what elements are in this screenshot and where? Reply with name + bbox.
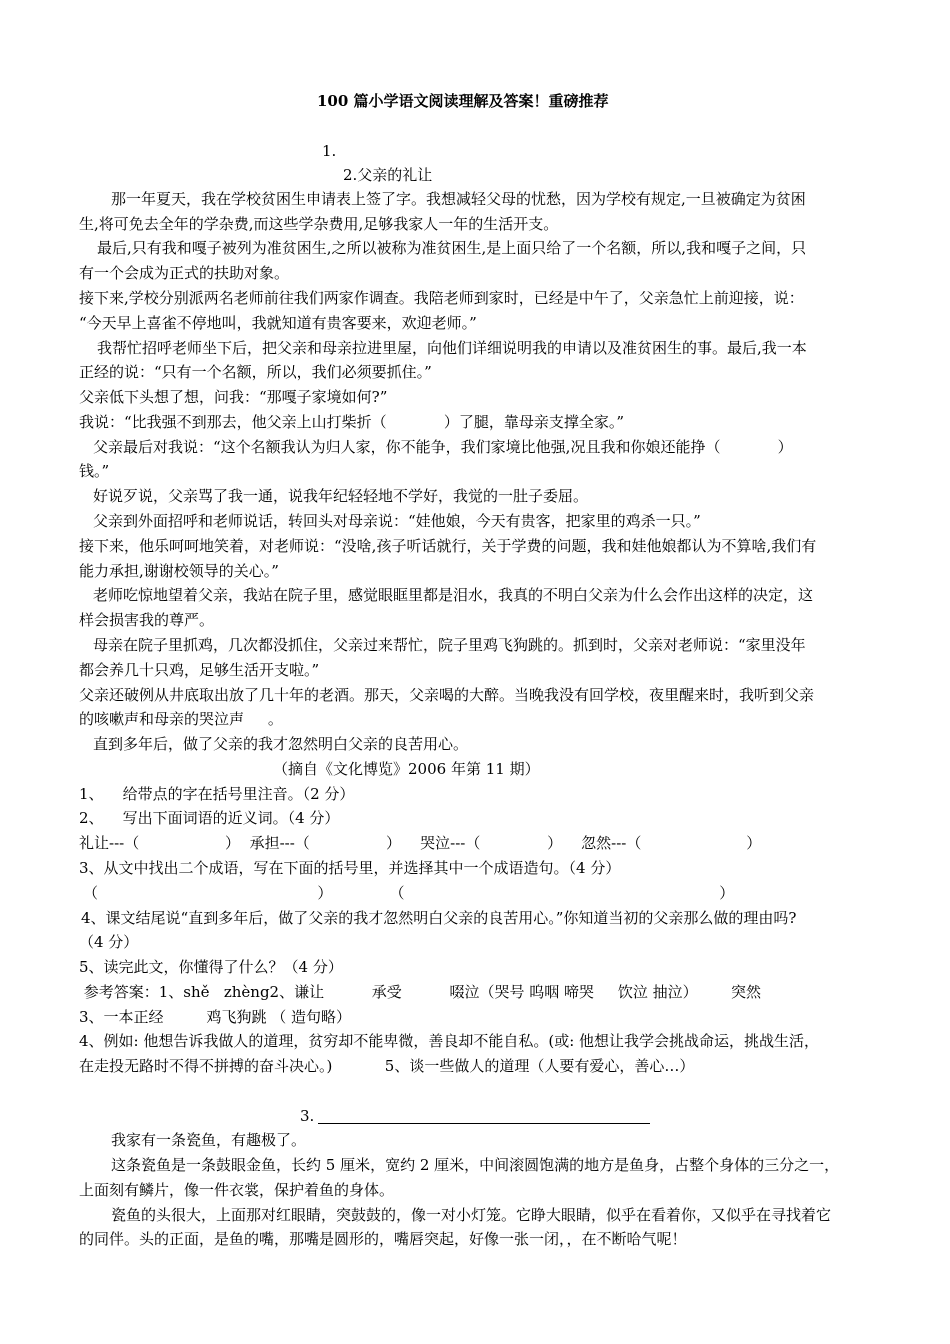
paragraph-line: 生,将可免去全年的学杂费,而这些学杂费用,足够我家人一年的生活开支。 — [79, 215, 559, 233]
paragraph-line: 父亲到外面招呼和老师说话，转回头对母亲说：“娃他娘，今天有贵客，把家里的鸡杀一只。” — [93, 512, 701, 530]
answer-line: 参考答案：1、shě zhèng2、谦让 承受 啜泣（哭号 呜咽 啼哭 饮泣 抽泣） 突然 — [79, 983, 761, 1001]
paragraph-line: 母亲在院子里抓鸡，几次都没抓住，父亲过来帮忙，院子里鸡飞狗跳的。抓到时，父亲对老师说：“家里没年 — [93, 636, 806, 654]
question-line: （ ） （ ） — [83, 884, 735, 902]
question-line: 4、课文结尾说“直到多年后，做了父亲的我才忽然明白父亲的良苦用心。”你知道当初的父亲那么做的理由吗? — [81, 909, 797, 927]
paragraph-line: 都会养几十只鸡，足够生活开支啦。” — [79, 661, 320, 679]
paragraph-line: 能力承担,谢谢校领导的关心。” — [79, 562, 279, 580]
paragraph-line: 最后,只有我和嘎子被列为准贫困生,之所以被称为准贫困生,是上面只给了一个名额，所以,我和嘎子之间，只 — [97, 239, 807, 257]
paragraph-line: 上面刻有鳞片，像一件衣裳，保护着鱼的身体。 — [79, 1181, 395, 1199]
question-line: 1、 给带点的字在括号里注音。（2 分） — [79, 785, 355, 803]
document-title: 100 篇小学语文阅读理解及答案！重磅推荐 — [317, 92, 609, 110]
answer-line: 4、例如: 他想告诉我做人的道理，贫穷却不能卑微，善良却不能自私。(或: 他想让我学会挑战命运，挑战生活， — [79, 1032, 820, 1050]
question-line: 5、读完此文，你懂得了什么？（4 分） — [79, 958, 343, 976]
paragraph-line: 的同伴。头的正面，是鱼的嘴，那嘴是圆形的，嘴唇突起，好像一张一闭，，在不断哈气呢！ — [79, 1230, 687, 1248]
paragraph-line: 老师吃惊地望着父亲，我站在院子里，感觉眼眶里都是泪水，我真的不明白父亲为什么会作出这样的决定，这 — [93, 586, 814, 604]
paragraph-line: 的咳嗽声和母亲的哭泣声 。 — [79, 710, 283, 728]
paragraph-line: 父亲低下头想了想，问我：“那嘎子家境如何?” — [79, 388, 388, 406]
paragraph-line: 接下来，他乐呵呵地笑着，对老师说：“没啥,孩子听话就行，关于学费的问题，我和娃他娘都认为不算啥,我们有 — [79, 537, 817, 555]
paragraph-line: 我帮忙招呼老师坐下后，把父亲和母亲拉进里屋，向他们详细说明我的申请以及准贫困生的事。最后,我一本 — [97, 339, 807, 357]
section-3-title-rule — [318, 1123, 650, 1124]
paragraph-line: 好说歹说，父亲骂了我一通，说我年纪轻轻地不学好，我觉的一肚子委屈。 — [93, 487, 589, 505]
question-line: （4 分） — [79, 933, 139, 951]
section-3-number: 3. — [300, 1107, 315, 1125]
paragraph-line: 父亲还破例从井底取出放了几十年的老酒。那天，父亲喝的大醉。当晚我没有回学校，夜里醒来时，我听到父亲 — [79, 686, 815, 704]
paragraph-line: “今天早上喜雀不停地叫，我就知道有贵客要来，欢迎老师。” — [79, 314, 477, 332]
paragraph-line: 样会损害我的尊严。 — [79, 611, 215, 629]
question-line: 礼让---（ ） 承担---（ ） 哭泣---（ ） 忽然---（ ） — [79, 834, 762, 852]
paragraph-line: 那一年夏天，我在学校贫困生申请表上签了字。我想减轻父母的忧愁，因为学校有规定,一旦被确定为贫困 — [111, 190, 806, 208]
source-citation: （摘自《文化博览》2006 年第 11 期） — [273, 760, 540, 778]
paragraph-line: 我说：“比我强不到那去，他父亲上山打柴折（ ）了腿，靠母亲支撑全家。” — [79, 413, 625, 431]
paragraph-line: 接下来,学校分别派两名老师前往我们两家作调查。我陪老师到家时，已经是中午了，父亲急忙上前迎接，说： — [79, 289, 804, 307]
paragraph-line: 我家有一条瓷鱼，有趣极了。 — [111, 1131, 307, 1149]
question-line: 3、从文中找出二个成语，写在下面的括号里，并选择其中一个成语造句。（4 分） — [79, 859, 621, 877]
section-1-number: 1. — [322, 142, 337, 160]
paragraph-line: 正经的说：“只有一个名额，所以，我们必须要抓住。” — [79, 363, 432, 381]
paragraph-line: 瓷鱼的头很大，上面那对红眼睛，突鼓鼓的，像一对小灯笼。它睁大眼睛，似乎在看着你，又似乎在寻找着它 — [111, 1206, 832, 1224]
answer-line: 在走投无路时不得不拼搏的奋斗决心。) 5、谈一些做人的道理（人要有爱心，善心…） — [79, 1057, 695, 1075]
section-2-title: 2.父亲的礼让 — [343, 166, 433, 184]
answer-line: 3、一本正经 鸡飞狗跳 （ 造句略） — [79, 1008, 351, 1026]
question-line: 2、 写出下面词语的近义词。（4 分） — [79, 809, 340, 827]
paragraph-line: 有一个会成为正式的扶助对象。 — [79, 264, 290, 282]
paragraph-line: 这条瓷鱼是一条鼓眼金鱼，长约 5 厘米，宽约 2 厘米，中间滚圆饱满的地方是鱼身，占整个身体的三分之一， — [111, 1156, 840, 1174]
paragraph-line: 父亲最后对我说：“这个名额我认为归人家，你不能争，我们家境比他强,况且我和你娘还能挣（ ） — [93, 438, 793, 456]
paragraph-line: 钱。” — [79, 462, 110, 480]
paragraph-line: 直到多年后，做了父亲的我才忽然明白父亲的良苦用心。 — [93, 735, 469, 753]
